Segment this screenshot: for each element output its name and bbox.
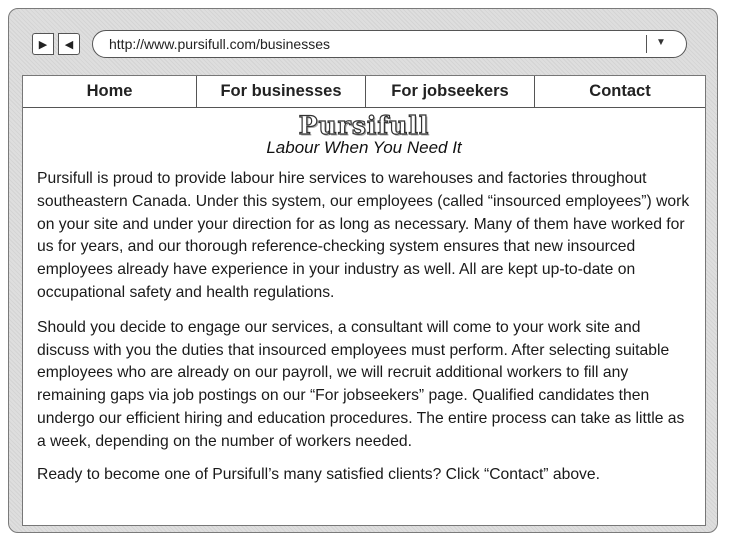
address-bar[interactable] xyxy=(92,30,687,58)
back-button[interactable] xyxy=(58,33,80,55)
web-page xyxy=(22,75,706,526)
triangle-left-icon: ◀ xyxy=(64,38,74,51)
nav-tab-contact[interactable]: Contact xyxy=(589,82,651,100)
brand-logo: Pursifull xyxy=(298,111,430,140)
browser-toolbar xyxy=(9,9,717,71)
chevron-down-icon[interactable]: ▼ xyxy=(656,37,666,48)
paragraph-call-to-action: Ready to become one of Pursifull’s many satisfied clients? Click “Contact” above. xyxy=(37,465,600,483)
nav-tab-for-jobseekers[interactable]: For jobseekers xyxy=(366,76,535,107)
browser-window xyxy=(8,8,718,533)
site-nav xyxy=(23,76,705,108)
nav-tab-for-businesses[interactable]: For businesses xyxy=(197,76,366,107)
triangle-right-icon: ▶ xyxy=(38,38,48,51)
url-text[interactable]: http://www.pursifull.com/businesses xyxy=(109,36,330,52)
paragraph-intro: Pursifull is proud to provide labour hire services to warehouses and factories throughout southeastern Canada. Under this system, our employees (called “insourced employees”) work on your site and under your direction for as long as necessary. Many of them have worked for us for years, and our thorough reference-checking system ensures that new insourced employees already have experience in your industry as well. All are kept up-to-date on occupational safety and health regulations. xyxy=(37,170,690,301)
tagline: Labour When You Need It xyxy=(266,138,462,157)
address-bar-divider xyxy=(646,35,647,53)
paragraph-process: Should you decide to engage our services, a consultant will come to your work site and discuss with you the duties that insourced employees must perform. After selecting suitable employees who are already on our payroll, we will recruit additional workers to fill any remaining gaps via job postings on our “For jobseekers” page. Qualified candidates then undergo our efficient hiring and education procedures. The entire process can take as little as a week, depending on the number of workers needed. xyxy=(37,318,685,450)
nav-tab-home[interactable]: Home xyxy=(23,76,197,107)
forward-button[interactable] xyxy=(32,33,54,55)
